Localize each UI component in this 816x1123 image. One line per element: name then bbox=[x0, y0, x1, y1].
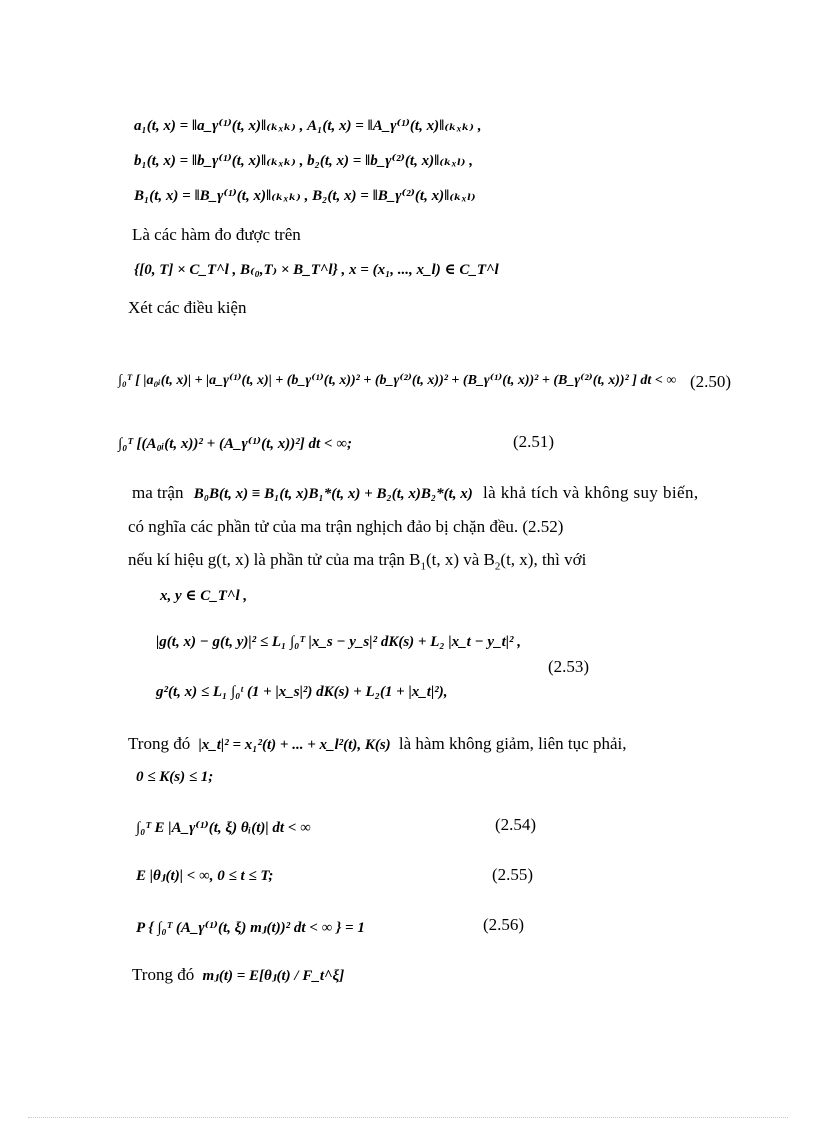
equation-text: b₁(t, x) = ‖b_γ⁽¹⁾(t, x)‖₍ₖₓₖ₎ , b₂(t, x) = ‖b_γ⁽²⁾(t, x)‖₍ₖₓₗ₎ , bbox=[134, 153, 474, 169]
g-line-part-a: nếu kí hiệu g(t, x) là phần tử của ma trận B bbox=[128, 550, 421, 569]
matrix-prefix: ma trận bbox=[132, 483, 184, 502]
equation-measurable-set bbox=[134, 260, 499, 279]
equation-cond-256 bbox=[136, 918, 365, 937]
paragraph-conditions-intro: Xét các điều kiện bbox=[128, 298, 247, 317]
equation-def-a1 bbox=[134, 116, 482, 135]
paragraph-m-definition bbox=[132, 965, 344, 985]
equation-xy-in bbox=[160, 586, 247, 605]
equation-text: ∫₀ᵀ [ |a₀ᵢ(t, x)| + |a_γ⁽¹⁾(t, x)| + (b_γ⁽¹⁾(t, x))² + (b_γ⁽²⁾(t, x))² + (B_γ⁽¹⁾(t, x))² + (B_γ⁽²⁾(t, x))² ] dt < ∞ bbox=[118, 373, 677, 388]
paragraph-norm-definition bbox=[128, 734, 626, 754]
equation-text: 0 ≤ K(s) ≤ 1; bbox=[136, 769, 214, 785]
matrix-suffix: là khả tích và không suy biến, bbox=[483, 483, 699, 502]
equation-text: E |θⱼ(t)| < ∞, 0 ≤ t ≤ T; bbox=[136, 868, 274, 884]
equation-number-253: (2.53) bbox=[548, 657, 590, 676]
after-norm-text: là hàm không giảm, liên tục phải, bbox=[398, 734, 627, 753]
g-line-sub-2: 2 bbox=[494, 560, 501, 573]
equation-norm-def: |x_t|² = x₁²(t) + ... + x_l²(t), K(s) bbox=[198, 737, 391, 753]
equation-number-255: (2.55) bbox=[492, 865, 534, 884]
equation-K-bounds bbox=[136, 769, 213, 786]
equation-text: g²(t, x) ≤ L₁ ∫₀ᵗ (1 + |x_s|²) dK(s) + L₂(1 + |x_t|²), bbox=[156, 684, 448, 700]
equation-lipschitz-2 bbox=[156, 684, 448, 701]
equation-text: x, y ∈ C_T^l , bbox=[160, 588, 248, 604]
paragraph-g-definition bbox=[128, 550, 586, 572]
equation-cond-250 bbox=[118, 372, 676, 389]
equation-lipschitz-1 bbox=[156, 634, 521, 651]
page-bottom-divider bbox=[28, 1117, 788, 1118]
equation-text: |g(t, x) − g(t, y)|² ≤ L₁ ∫₀ᵀ |x_s − y_s|² dK(s) + L₂ |x_t − y_t|² , bbox=[156, 634, 522, 650]
equation-cond-255 bbox=[136, 866, 273, 885]
paragraph-measurable-intro: Là các hàm đo được trên bbox=[132, 225, 301, 244]
equation-def-b1 bbox=[134, 151, 473, 170]
trong-do-label-2: Trong đó bbox=[132, 965, 195, 984]
equation-number-250: (2.50) bbox=[690, 372, 732, 391]
g-line-part-b: (t, x) và B bbox=[425, 550, 495, 569]
equation-matrix-bb: B₀B(t, x) ≡ B₁(t, x)B₁*(t, x) + B₂(t, x)B₂*(t, x) bbox=[193, 486, 473, 502]
g-line-sub-1: 1 bbox=[420, 560, 426, 573]
equation-cond-254 bbox=[136, 818, 311, 837]
paragraph-matrix-line2: có nghĩa các phần tử của ma trận nghịch đảo bị chặn đều. (2.52) bbox=[128, 517, 564, 536]
equation-text: B₁(t, x) = ‖B_γ⁽¹⁾(t, x)‖₍ₖₓₖ₎ , B₂(t, x) = ‖B_γ⁽²⁾(t, x)‖₍ₖₓₗ₎ bbox=[134, 188, 476, 204]
equation-number-256: (2.56) bbox=[483, 915, 525, 934]
equation-text: {[0, T] × C_T^l , B₍₀,T₎ × B_T^l} , x = (x₁, ..., x_l) ∈ C_T^l bbox=[134, 262, 499, 278]
equation-cond-251 bbox=[118, 434, 352, 453]
equation-m-def: mⱼ(t) = E[θⱼ(t) / F_t^ξ] bbox=[202, 968, 345, 984]
g-line-part-c: (t, x), thì với bbox=[500, 550, 587, 569]
equation-text: ∫₀ᵀ [(A₀ᵢ(t, x))² + (A_γ⁽¹⁾(t, x))²] dt < ∞; bbox=[118, 436, 352, 452]
equation-text: P { ∫₀ᵀ (A_γ⁽¹⁾(t, ξ) mⱼ(t))² dt < ∞ } = 1 bbox=[136, 920, 365, 936]
trong-do-label: Trong đó bbox=[128, 734, 191, 753]
equation-number-254: (2.54) bbox=[495, 815, 537, 834]
equation-number-251: (2.51) bbox=[513, 432, 555, 451]
equation-def-B1 bbox=[134, 186, 476, 205]
equation-text: a₁(t, x) = ‖a_γ⁽¹⁾(t, x)‖₍ₖₓₖ₎ , A₁(t, x) = ‖A_γ⁽¹⁾(t, x)‖₍ₖₓₖ₎ , bbox=[134, 118, 482, 134]
paragraph-matrix bbox=[132, 483, 737, 503]
equation-text: ∫₀ᵀ E |A_γ⁽¹⁾(t, ξ) θᵢ(t)| dt < ∞ bbox=[136, 820, 311, 836]
